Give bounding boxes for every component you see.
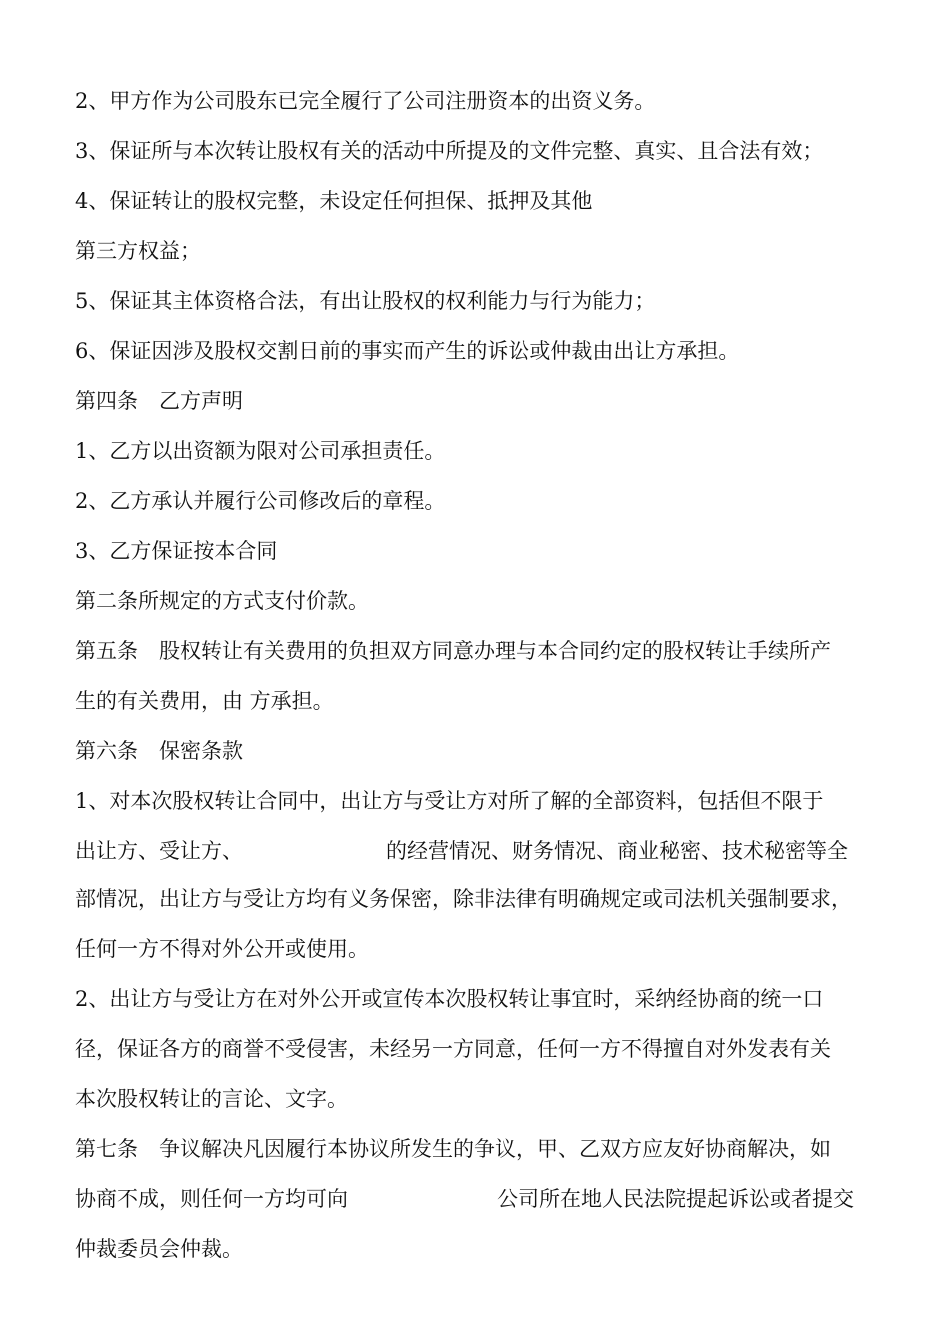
clause-4-item-2: 2、乙方承认并履行公司修改后的章程。	[75, 489, 446, 513]
clause-6-item-1-line-4: 任何一方不得对外公开或使用。	[75, 937, 369, 961]
clause-4-heading: 第四条 乙方声明	[75, 389, 243, 413]
clause-3-item-4-continued: 第三方权益；	[75, 239, 201, 263]
clause-3-item-4: 4、保证转让的股权完整，未设定任何担保、抵押及其他	[75, 189, 593, 213]
clause-6-item-1-line-3: 部情况，出让方与受让方均有义务保密，除非法律有明确规定或司法机关强制要求，	[75, 887, 852, 911]
clause-7-line-2b: 公司所在地人民法院提起诉讼或者提交	[497, 1187, 854, 1211]
clause-5-paragraph: 第五条 股权转让有关费用的负担双方同意办理与本合同约定的股权转让手续所产	[75, 639, 831, 663]
clause-7-paragraph: 第七条 争议解决凡因履行本协议所发生的争议，甲、乙双方应友好协商解决，如	[75, 1137, 831, 1161]
clause-3-item-2: 2、甲方作为公司股东已完全履行了公司注册资本的出资义务。	[75, 89, 656, 113]
clause-7-line-2a: 协商不成，则任何一方均可向	[75, 1187, 348, 1211]
clause-3-item-3: 3、保证所与本次转让股权有关的活动中所提及的文件完整、真实、且合法有效；	[75, 139, 824, 163]
clause-6-item-2: 2、出让方与受让方在对外公开或宣传本次股权转让事宜时，采纳经协商的统一口	[75, 987, 824, 1011]
clause-6-item-1: 1、对本次股权转让合同中，出让方与受让方对所了解的全部资料，包括但不限于	[75, 789, 824, 813]
clause-4-item-1: 1、乙方以出资额为限对公司承担责任。	[75, 439, 446, 463]
clause-6-item-1-line-2b: 的经营情况、财务情况、商业秘密、技术秘密等全	[386, 839, 848, 863]
clause-5-paragraph-continued: 生的有关费用，由 方承担。	[75, 689, 334, 713]
clause-7-line-3: 仲裁委员会仲裁。	[75, 1237, 243, 1261]
clause-3-item-6: 6、保证因涉及股权交割日前的事实而产生的诉讼或仲裁由出让方承担。	[75, 339, 740, 363]
clause-4-item-3-continued: 第二条所规定的方式支付价款。	[75, 589, 369, 613]
clause-6-item-2-line-3: 本次股权转让的言论、文字。	[75, 1087, 348, 1111]
clause-3-item-5: 5、保证其主体资格合法，有出让股权的权利能力与行为能力；	[75, 289, 656, 313]
clause-6-heading: 第六条 保密条款	[75, 739, 243, 763]
clause-6-item-2-line-2: 径，保证各方的商誉不受侵害，未经另一方同意，任何一方不得擅自对外发表有关	[75, 1037, 831, 1061]
clause-6-item-1-line-2a: 出让方、受让方、	[75, 839, 243, 863]
clause-4-item-3: 3、乙方保证按本合同	[75, 539, 278, 563]
